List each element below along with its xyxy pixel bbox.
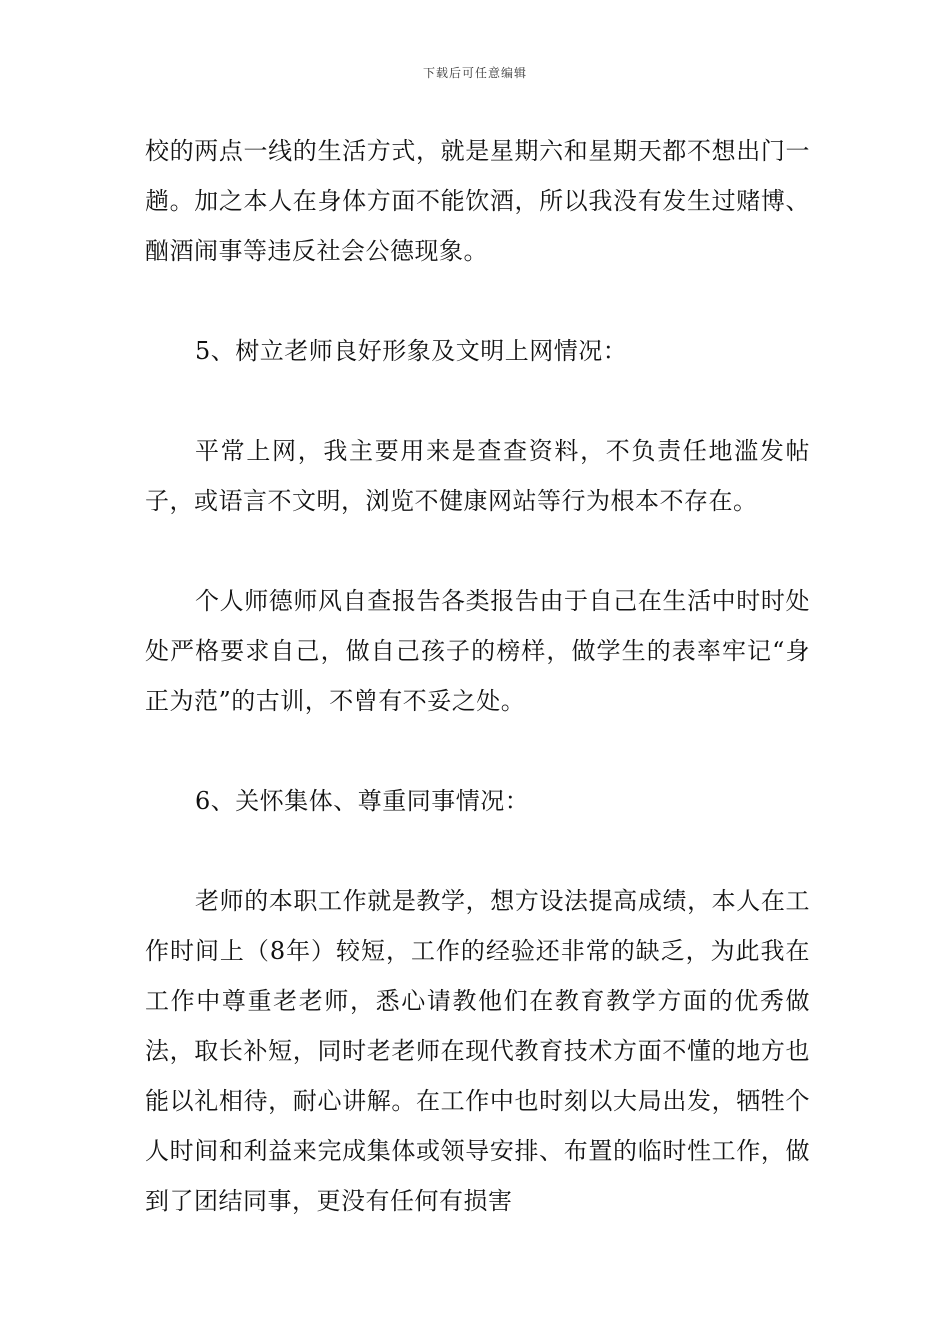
section-heading-6: 6、关怀集体、尊重同事情况： bbox=[195, 787, 530, 815]
paragraph-internet: 平常上网，我主要用来是查查资料，不负责任地滥发帖子，或语言不文明，浏览不健康网站等行为根本不存在。 bbox=[145, 437, 810, 515]
paragraph-self-check: 个人师德师风自查报告各类报告由于自己在生活中时时处处严格要求自己，做自己孩子的榜样，做学生的表率牢记“身正为范”的古训，不曾有不妥之处。 bbox=[145, 587, 810, 715]
document-body bbox=[145, 126, 810, 1226]
paragraph-continued: 校的两点一线的生活方式，就是星期六和星期天都不想出门一趟。加之本人在身体方面不能饮酒，所以我没有发生过赌博、酗酒闹事等违反社会公德现象。 bbox=[145, 137, 810, 265]
section-heading-5: 5、树立老师良好形象及文明上网情况： bbox=[195, 337, 628, 365]
paragraph-colleagues: 老师的本职工作就是教学，想方设法提高成绩，本人在工作时间上（8年）较短，工作的经验还非常的缺乏，为此我在工作中尊重老老师，悉心请教他们在教育教学方面的优秀做法，取长补短，同时老老师在现代教育技术方面不懂的地方也能以礼相待，耐心讲解。在工作中也时刻以大局出发，牺牲个人时间和利益来完成集体或领导安排、布置的临时性工作，做到了团结同事，更没有任何有损害 bbox=[145, 887, 810, 1215]
page-header: 下载后可任意编辑 bbox=[422, 66, 527, 80]
